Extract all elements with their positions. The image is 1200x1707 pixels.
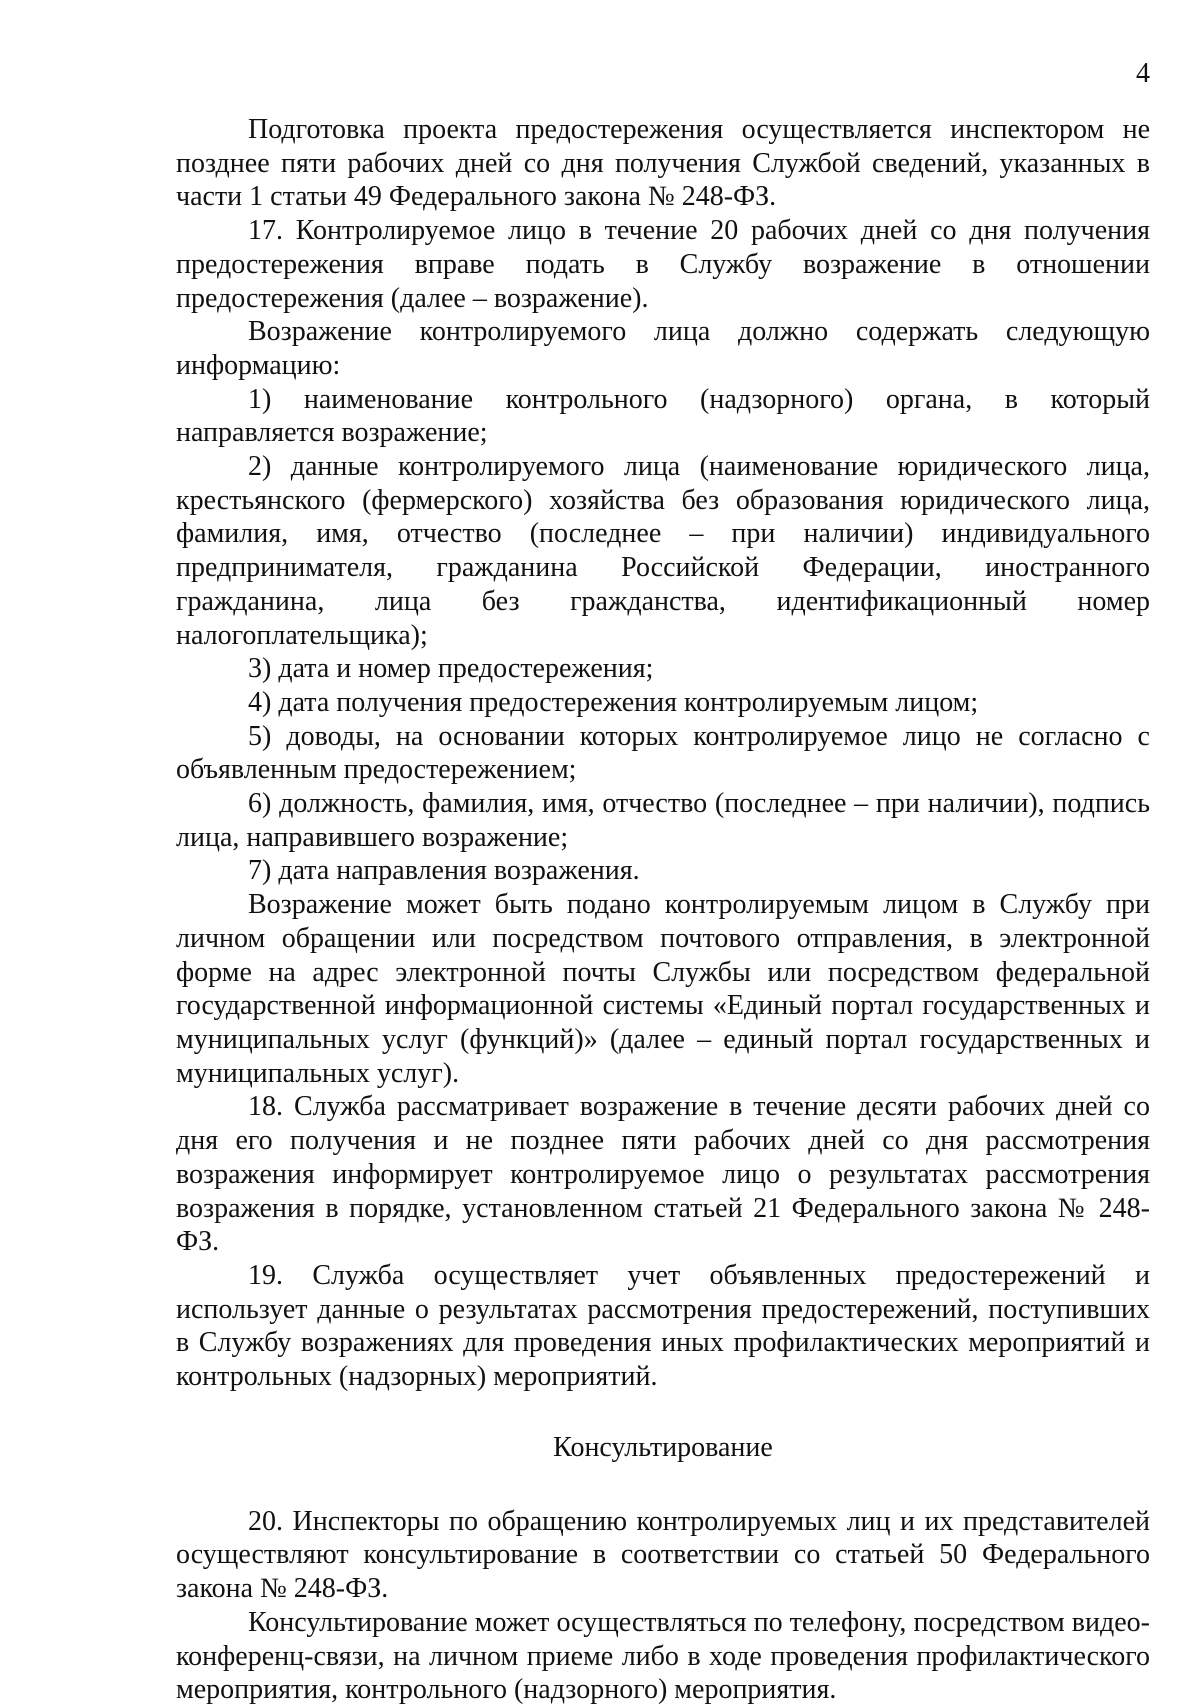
section-heading: Консультирование <box>553 1431 773 1463</box>
paragraph: 19. Служба осуществляет учет объявленных предостережений и использует данные о результатах рассмотрения предостережений, поступивших в Службу возражениях для проведения иных профилактических мероприятий и контрольных (надзорных) мероприятий. <box>176 1259 1150 1393</box>
page-number: 4 <box>1136 58 1150 89</box>
list-item: 1) наименование контрольного (надзорного) органа, в который направляется возражение; <box>176 383 1150 449</box>
paragraph: 17. Контролируемое лицо в течение 20 рабочих дней со дня получения предостережения вправе подать в Службу возражение в отношении предостережения (далее – возражение). <box>176 215 1150 314</box>
list-item: 5) доводы, на основании которых контролируемое лицо не согласно с объявленным предостережением; <box>176 720 1150 786</box>
list-item: 2) данные контролируемого лица (наименование юридического лица, крестьянского (фермерского) хозяйства без образования юридического лица, фамилия, имя, отчество (последнее – при наличии) индивидуального предпринимателя, гражданина Российской Федерации, иностранного гражданина, лица без гражданства, идентификационный номер налогоплательщика); <box>176 451 1150 651</box>
paragraph: Возражение может быть подано контролируемым лицом в Службу при личном обращении или посредством почтового отправления, в электронной форме на адрес электронной почты Службы или посредством федеральной государственной информационной системы «Единый портал государственных и муниципальных услуг (функций)» (далее – единый портал государственных и муниципальных услуг). <box>176 889 1150 1089</box>
list-item: 3) дата и номер предостережения; <box>248 653 654 685</box>
list-item: 4) дата получения предостережения контролируемым лицом; <box>248 686 979 718</box>
paragraph: Консультирование может осуществляться по телефону, посредством видео-конференц-связи, на личном приеме либо в ходе проведения профилактического мероприятия, контрольного (надзорного) мероприятия. <box>176 1606 1150 1706</box>
list-item: 7) дата направления возражения. <box>248 855 640 887</box>
document-body <box>176 113 1150 1707</box>
list-item: 6) должность, фамилия, имя, отчество (последнее – при наличии), подпись лица, направившего возражение; <box>176 788 1150 853</box>
paragraph: Возражение контролируемого лица должно содержать следующую информацию: <box>176 316 1150 381</box>
paragraph: 18. Служба рассматривает возражение в течение десяти рабочих дней со дня его получения и не позднее пяти рабочих дней со дня рассмотрения возражения информирует контролируемое лицо о результатах рассмотрения возражения в порядке, установленном статьей 21 Федерального закона № 248-ФЗ. <box>176 1091 1150 1258</box>
paragraph: Подготовка проекта предостережения осуществляется инспектором не позднее пяти рабочих дней со дня получения Службой сведений, указанных в части 1 статьи 49 Федерального закона № 248-ФЗ. <box>176 114 1150 213</box>
paragraph: 20. Инспекторы по обращению контролируемых лиц и их представителей осуществляют консультирование в соответствии со статьей 50 Федерального закона № 248-ФЗ. <box>176 1505 1150 1605</box>
